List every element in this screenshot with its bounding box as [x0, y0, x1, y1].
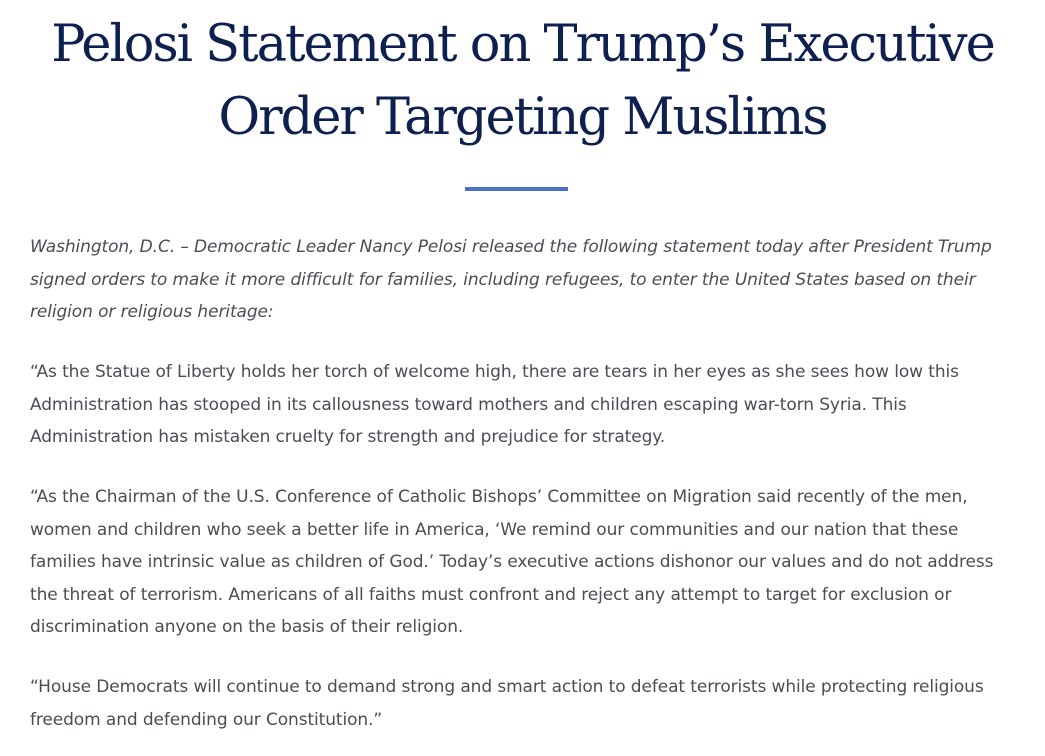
statement-paragraph-2: “As the Chairman of the U.S. Conference of Catholic Bishops’ Committee on Migration said recently of the men, women and children who seek a better life in America, ‘We remind our communities and our nation that these families have intrinsic value as children of God.’ Today’s executive actions dishonor our values and do not address the threat of terrorism. Americans of all faiths must confront and reject any attempt to target for exclusion or discrimination anyone on the basis of their religion. — [30, 487, 994, 637]
statement-paragraph-3: “House Democrats will continue to demand strong and smart action to defeat terrorists while protecting religious freedom and defending our Constitution.” — [30, 677, 984, 730]
statement-paragraph-1: “As the Statue of Liberty holds her torch of welcome high, there are tears in her eyes as she sees how low this Administration has stooped in its callousness toward mothers and children escaping war-torn Syria. This Administration has mistaken cruelty for strength and prejudice for strategy. — [30, 362, 959, 447]
page-title: Pelosi Statement on Trump’s Executive Order Targeting Muslims — [51, 15, 994, 147]
title-divider — [465, 187, 568, 191]
dateline-paragraph: Washington, D.C. – Democratic Leader Nancy Pelosi released the following statement today after President Trump signed orders to make it more difficult for families, including refugees, to enter the United States based on their religion or religious heritage: — [30, 237, 992, 322]
